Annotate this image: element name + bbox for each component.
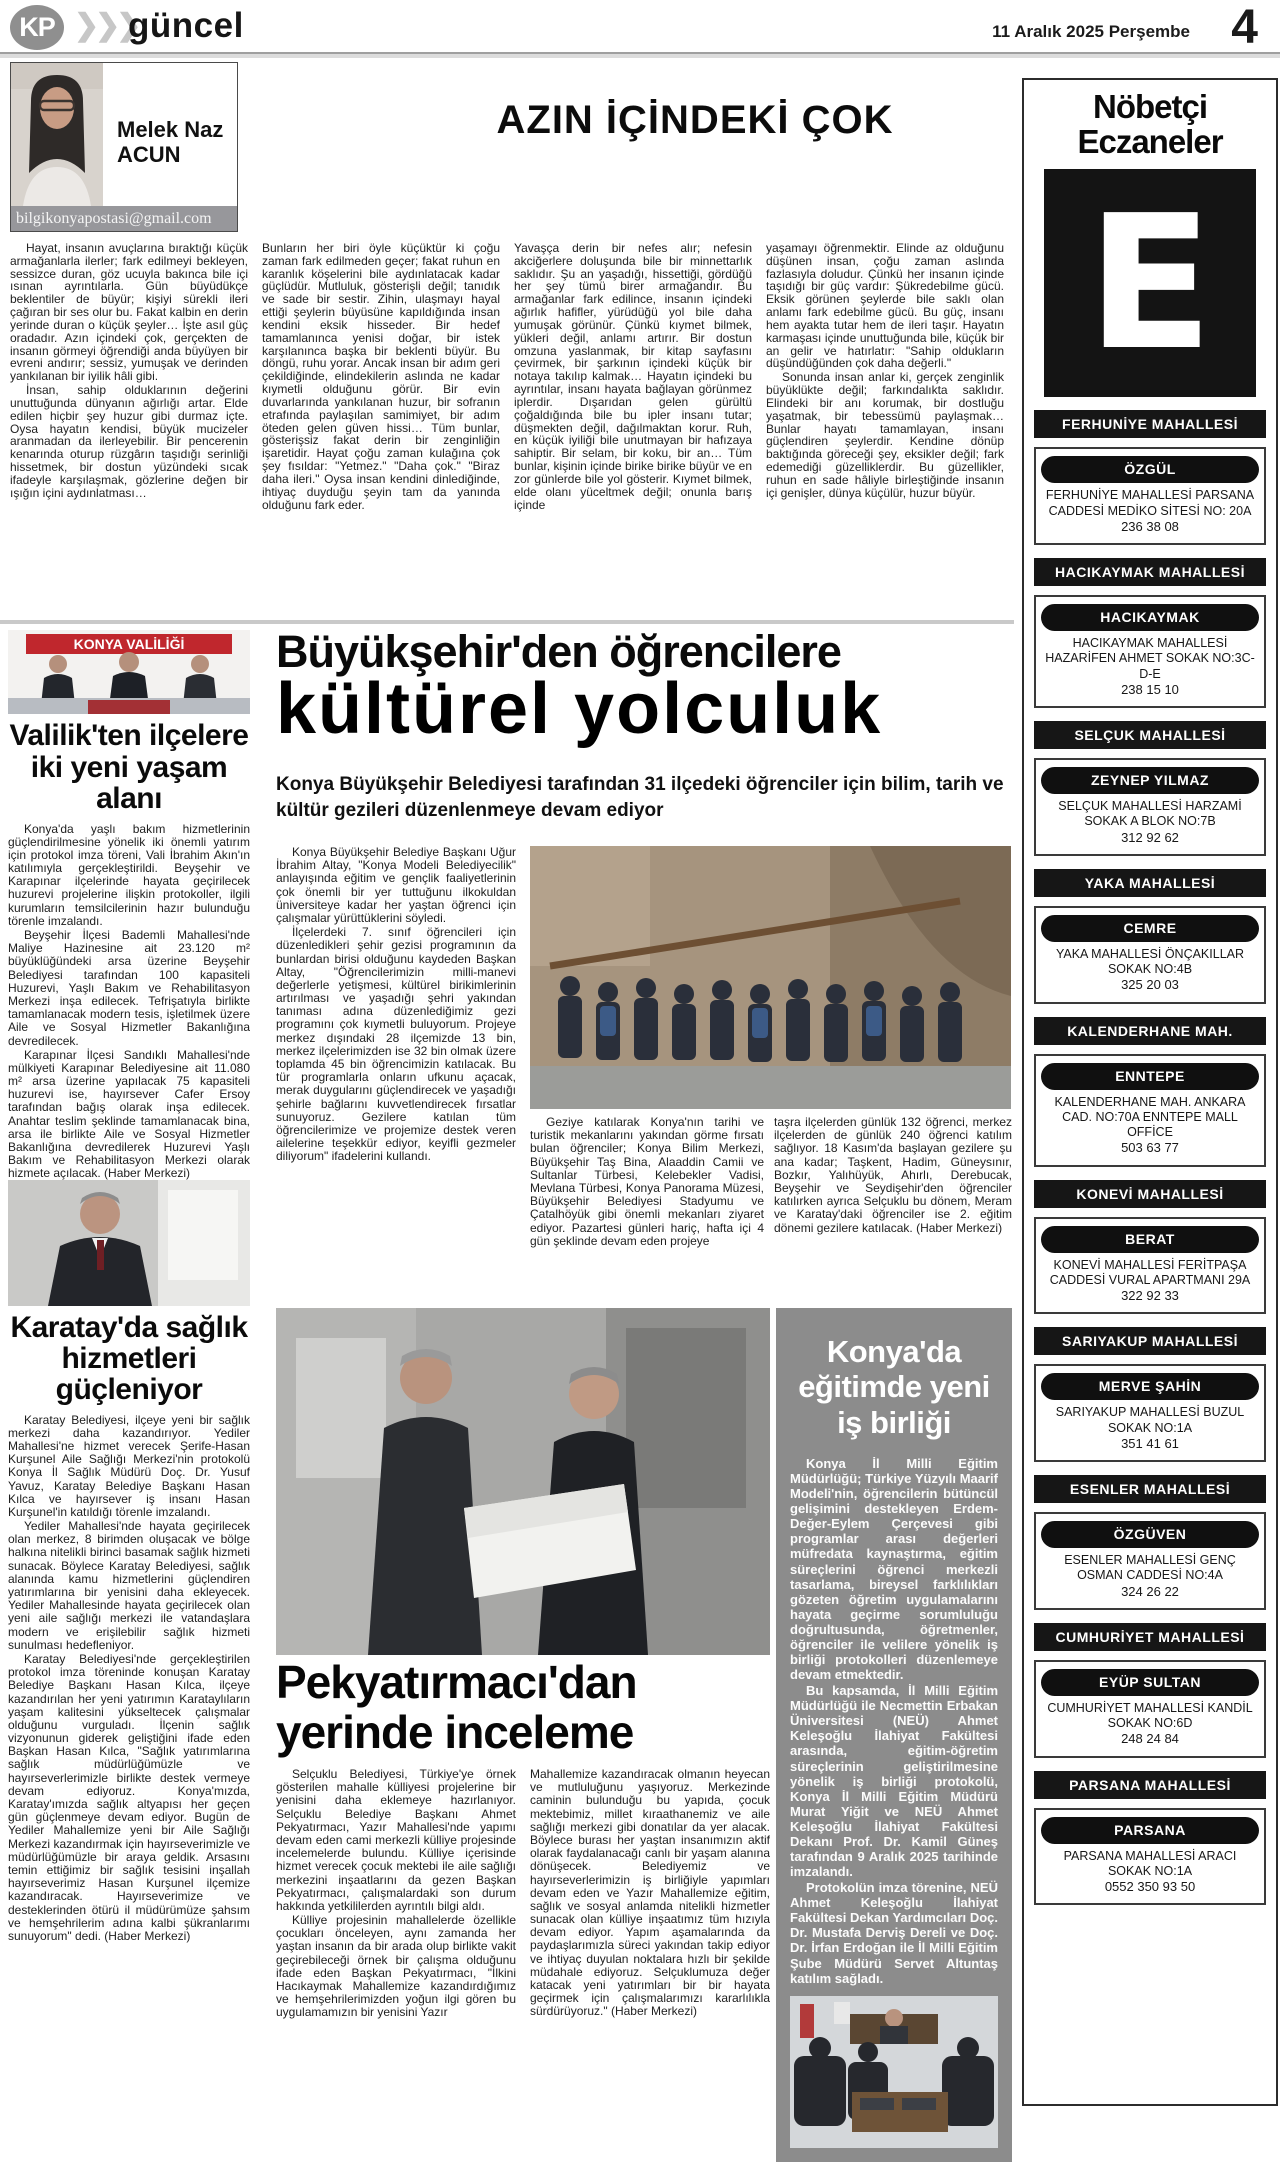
eczane-logo-letter: E: [1086, 175, 1214, 392]
author-last-name: ACUN: [117, 142, 181, 168]
pharmacy-card: [1034, 1660, 1266, 1758]
masthead: [0, 0, 1280, 54]
pharmacy-address: SARIYAKUP MAHALLESİ BUZUL SOKAK NO:1A: [1055, 1405, 1245, 1435]
pharmacy-sidebar: [1022, 78, 1278, 2106]
oped-paragraph: Hayat, insanın avuçlarına bıraktığı küçük armağanlarla ilerler; fark edilmeyi bekleyen, sessizce duran, göz ucuyla bakınca bile içi ısınan ayrıntılarla. Gün büyüdükçe beklentiler de büyür; kişiyi sürekli ileri çağıran bir ses olur bu. Fakat kalbin en derin yerinde duran o küçük şeyler… İşte asıl güç oradadır. Azın içindeki çok, gerçekten de insanın görmeyi öğrendiği anda büyüyen bir evreni andırır; sessiz, yumuşak ve derinden yankılanan bir iyilik hâli gibi.: [10, 242, 248, 384]
pharmacy-phone: 312 92 62: [1121, 829, 1179, 845]
pharmacy-entry: [1034, 869, 1266, 1004]
pharmacy-entry: [1034, 1771, 1266, 1906]
oped-column-3: [514, 242, 752, 622]
pharmacy-entry: [1034, 1180, 1266, 1315]
pharmacy-phone: 324 26 22: [1121, 1583, 1179, 1599]
valilik-photo-banner-text: KONYA VALİLİĞİ: [73, 636, 185, 652]
valilik-body: [8, 823, 250, 1195]
issue-date: 11 Aralık 2025 Perşembe: [992, 22, 1190, 41]
pharmacy-address: YAKA MAHALLESİ ÖNÇAKILLAR SOKAK NO:4B: [1055, 946, 1245, 977]
pharmacy-card: [1034, 1217, 1266, 1315]
pharmacy-district: HACIKAYMAK MAHALLESİ: [1034, 558, 1266, 586]
egitim-meeting-photo: [790, 1996, 998, 2148]
pharmacy-district: SELÇUK MAHALLESİ: [1034, 721, 1266, 749]
pharmacy-phone: 236 38 08: [1121, 518, 1179, 534]
pharmacy-name: ENNTEPE: [1041, 1063, 1259, 1090]
pharmacy-district: YAKA MAHALLESİ: [1034, 869, 1266, 897]
chevron-icon: ❯❯❯: [74, 9, 138, 42]
sidebar-title: [1034, 90, 1266, 159]
karatay-article: [8, 1180, 250, 2130]
pekyatirmaci-inspection-photo: [276, 1308, 770, 1655]
buyuksehir-column-b: [530, 1116, 764, 1294]
karatay-headline: Karatay'da sağlık hizmetleri güçleniyor: [10, 1311, 248, 1407]
valilik-paragraph: Konya'da yaşlı bakım hizmetlerinin güçlendirilmesine yönelik iki önemli yatırım için protokol imza töreni, Vali İbrahim Akın'ın katılımıyla gerçekleştirildi. Beyşehir ve Karapınar ilçelerinde hayata geçirilecek huzurevi projelerine ilişkin protokoller, ilgili kurumların temsilcilerinin hazır bulunduğu törenle imzalandı.: [8, 822, 250, 928]
egitim-body: [790, 1456, 998, 1986]
pekyatirmaci-column-a: [276, 1768, 516, 2168]
pharmacy-name: HACIKAYMAK: [1041, 604, 1259, 631]
sidebar-title-line1: Nöbetçi: [1092, 88, 1207, 125]
author-name: [103, 63, 237, 206]
pharmacy-entry: [1034, 1327, 1266, 1462]
buyuksehir-paragraph: İlçelerdeki 7. sınıf öğrencileri için düzenledikleri şehir gezisi programının da bunlardan birisi olduğunu kaydeden Başkan Altay, "Öğrencilerimizin milli-manevi değerlerle yetişmesi, kültürel birikimlerinin artırılması ve yaşadığı şehri yakından tanıması adına düzenlediğimiz gezi programını çok kıymetli buluyorum. Projeye merkez dışındaki 28 ilçemizde 13 bin, merkez ilçelerimizden ise 32 bin olmak üzere toplamda 45 bin öğrencimizin katılacak. Bu tür programlarla onların ufkunu açacak, merak duygularını güçlendirecek ve yaşadığı şehirle bağlarını kuvvetlendirecek fırsatlar sunuyoruz. Gezilere katılan tüm öğrencilerimize ve projemize destek veren ailelerine teşekkür ediyor, keyifli gezmeler diliyorum" ifadelerini kullandı.: [276, 925, 516, 1164]
oped-column-4: [766, 242, 1004, 622]
oped-paragraph: Sonunda insan anlar ki, gerçek zenginlik büyüklükte değil; farkındalıkta saklıdır. Elindeki bir anı korumak, bir dostluğu yaşatmak, bir tebessümü paylaşmak… Bunlar hayatı tamamlayan, insanı güçlendiren şeylerdir. Kendine dönüp baktığında göreceği şey, eksikler değil; fark edemediği güzelliklerdir. Bu güzellikler, ruhun en sade hâliyle birleştiğinde insanın içi genişler, dünya küçülür, huzur büyür.: [766, 370, 1004, 500]
pharmacy-district: ESENLER MAHALLESİ: [1034, 1475, 1266, 1503]
section-divider: [0, 620, 1014, 624]
buyuksehir-column-a: [276, 846, 516, 1294]
pharmacy-name: ZEYNEP YILMAZ: [1041, 767, 1259, 794]
pharmacy-name: ÖZGÜL: [1041, 456, 1259, 483]
valilik-headline: Valilik'ten ilçelere iki yeni yaşam alanı: [9, 719, 249, 815]
pharmacy-card: [1034, 906, 1266, 1004]
pekyatirmaci-paragraph: Selçuklu Belediyesi, Türkiye'ye örnek gösterilen mahalle külliyesi projelerine bir yenisini daha eklemeye hazırlanıyor. Selçuklu Belediye Başkanı Ahmet Pekyatırmacı, Yazır Mahallesi'nde yapımı devam eden cami merkezli külliye projesinde incelemelerde bulundu. Külliye içerisinde hizmet verecek çocuk mektebi ile aile sağlığı merkezini inşaatlarını da gezen Başkan Pekyatırmacı, çalışmalardaki son durum hakkında yetkililerden ayrıntılı bilgi aldı.: [276, 1768, 516, 1913]
pharmacy-card: [1034, 447, 1266, 545]
pharmacy-name: MERVE ŞAHİN: [1041, 1373, 1259, 1400]
author-photo: [11, 63, 103, 206]
pharmacy-address: KONEVİ MAHALLESİ FERİTPAŞA CADDESİ VURAL APARTMANI 29A: [1049, 1257, 1251, 1287]
buyuksehir-headline-line2: kültürel yolculuk: [276, 669, 883, 749]
author-box: [10, 62, 238, 232]
pharmacy-card: [1034, 1364, 1266, 1462]
pharmacy-phone: 0552 350 93 50: [1104, 1879, 1196, 1895]
pharmacy-entry: [1034, 721, 1266, 856]
pharmacy-phone: 248 24 84: [1121, 1731, 1179, 1747]
valilik-article: [8, 630, 250, 1195]
pekyatirmaci-paragraph: Mahallemize kazandıracak olmanın heyecan ve mutluluğunu yaşıyoruz. Merkezinde caminin bulunduğu bu yapıda, çocuk mektebimiz, millet kıraathanemiz ve aile sağlığı merkezi gibi donatılar da yer alacak. Böylece burası her yaştan insanımızın aktif olarak faydalanacağı canlı bir yaşam alanına dönüşecek. Belediyemiz ve hayırseverlerimizin iş birliğiyle yapımları devam eden ve Yazır Mahallemize eğitim, sağlık ve sosyal anlamda nitelikli hizmetler sunacak olan külliye inşaatımız tüm hızıyla devam ediyor. Yapım aşamalarında da paydaşlarımızla süreci yakından takip ediyor ve ihtiyaç duyulan noktalara hızlı bir şekilde müdahale ediyoruz. Selçuklumuza değer katacak yeni yatırımları bir bir hayata geçirmek için çalışmalarımızı kararlılıkla sürdürüyoruz." (Haber Merkezi): [530, 1768, 770, 2019]
valilik-photo: [8, 630, 250, 714]
pharmacy-address: FERHUNİYE MAHALLESİ PARSANA CADDESİ MEDİKO SİTESİ NO: 20A: [1045, 488, 1255, 518]
oped-paragraph: yaşamayı öğrenmektir. Elinde az olduğunu düşünen insan, çoğu zaman aslında fazlasıyla doludur. Çünkü her insanın içinde taşıdığı bir güç vardır: Şükredebilme gücü. Eksik görünen şeylerde bile saklı olan anlamı fark edebilme gücü. Bu güç, insanı hem ayakta tutar hem de ileri taşır. Hayatın karmaşası içinde unuttuğunda bile, küçük bir an gelir ve hatırlatır: "Sahip oldukların düşündüğünden çok daha değerli.": [766, 242, 1004, 371]
pharmacy-name: BERAT: [1041, 1226, 1259, 1253]
pharmacy-name: CEMRE: [1041, 915, 1259, 942]
valilik-paragraph: Beyşehir İlçesi Bademli Mahallesi'nde Maliye Hazinesine ait 23.120 m² büyüklüğündeki arsa üzerine Beyşehir Belediyesi tarafından 100 kapasiteli Huzurevi, Yaşlı Bakım ve Rehabilitasyon Merkezi inşa edilecek. Tefrişatıyla birlikte tamamlanacak modern tesis, işletilmek üzere Aile ve Sosyal Hizmetler Bakanlığına devredilecek.: [8, 928, 250, 1048]
egitim-headline: Konya'da eğitimde yeni iş birliği: [798, 1334, 990, 1440]
pharmacy-district: CUMHURİYET MAHALLESİ: [1034, 1623, 1266, 1651]
oped-title: AZIN İÇİNDEKİ ÇOK: [496, 98, 894, 142]
valilik-paragraph: Karapınar İlçesi Sandıklı Mahallesi'nde mülkiyeti Karapınar Belediyesine ait 11.080 m² arsa üzerine yapılacak 75 kapasiteli huzurevi ise, hayırsever Cafer Ersoy tarafından bağış olarak inşa edilecek. Anahtar teslim şeklinde tamamlanacak bina, arsa ile birlikte Aile ve Sosyal Hizmetler Bakanlığına devredilerek Huzurevi Yaşlı Bakım ve Rehabilitasyon Merkezi olarak hizmete açılacak. (Haber Merkezi): [8, 1047, 250, 1181]
pharmacy-entry: [1034, 1475, 1266, 1610]
pharmacy-phone: 503 63 77: [1121, 1140, 1179, 1156]
pharmacy-card: [1034, 1512, 1266, 1610]
pharmacy-district: SARIYAKUP MAHALLESİ: [1034, 1327, 1266, 1355]
pharmacy-entry: [1034, 1623, 1266, 1758]
oped-paragraph: Bunların her biri öyle küçüktür ki çoğu zaman fark edilmeden geçer; fakat ruhun en karanlık köşelerini bile aydınlatacak kadar güçlüdür. Mutluluk, gösterişli değil; tanıdık ve sade bir sestir. Zihin, ulaşmayı hayal ettiği şeylerin büyüsüne kapıldığında insan kendini eksik hisseder. Bir hedef tamamlanınca yenisi doğar, bir istek karşılanınca başka bir beklenti büyür. Bu döngü, ruhu yorar. Ancak insan bir adım geri çekildiğinde, elindekilerin aslında ne kadar kıymetli olduğunu görür. Bir evin duvarlarında yankılanan huzur, bir sofranın etrafında paylaşılan samimiyet, bir adım öteden gelen güven hissi… Tüm bunlar, gösterişsiz fakat derin bir zenginliğin işaretidir. Hayat çoğu zaman kulağına çok şey fısıldar: "Yetmez." "Daha çok." "Biraz daha ileri." Oysa insan kendini dinlediğinde, ihtiyaç duyduğu şeyin tam da yanında olduğunu fark eder.: [262, 242, 500, 512]
egitim-paragraph: Konya İl Milli Eğitim Müdürlüğü; Türkiye Yüzyılı Maarif Modeli'nin, öğrencilerin bütüncül gelişimini destekleyen Erdem-Değer-Eylem Çerçevesi gibi programlar arası değerleri müfredata kaynaştırma, eğitim süreçlerini öğrenci merkezli tasarlama, bireysel farklılıkları gözeten öğretim uygulamalarını hayata geçirme sorumluluğu doğrultusunda, öğretmenler, öğrenciler ile velilere yönelik iş birliği protokolleri düzenlemeye devam etmektedir.: [790, 1455, 998, 1683]
buyuksehir-paragraph: Konya Büyükşehir Belediye Başkanı Uğur İbrahim Altay, "Konya Modeli Belediyecilik" anlayışında eğitim ve gençlik faaliyetlerinin çok önemli bir yer tuttuğunu ilkokuldan üniversiteye kadar her yaştan öğrenci için çalışmalar yürüttüklerini söyledi.: [276, 846, 516, 925]
oped-column-1: [10, 242, 248, 622]
section-title: güncel: [128, 6, 244, 45]
pekyatirmaci-headline: Pekyatırmacı'dan yerinde inceleme: [276, 1656, 637, 1758]
pharmacy-district: KONEVİ MAHALLESİ: [1034, 1180, 1266, 1208]
pharmacy-card: [1034, 1808, 1266, 1906]
oped-paragraph: İnsan, sahip olduklarının değerini unuttuğunda dünyanın ağırlığı artar. Elde edilen hiçbir şey huzur gibi durmaz içte. Oysa hayatın kendisi, büyük mucizeler aranmadan da ilerleyebilir. Bir pencerenin kenarında oturup rüzgârın taşıdığı serinliği hissetmek, bir dostun yüzündeki sıcak ifadeyle karşılaşmak, gözlerine değen bir ışığın içini aydınlatması…: [10, 383, 248, 500]
author-first-name: Melek Naz: [117, 117, 224, 142]
karatay-paragraph: Karatay Belediyesi'nde gerçekleştirilen protokol imza töreninde konuşan Karatay Belediye Başkanı Hasan Kılca, ilçeye kazandırılan her yeni yatırımın Karataylıların yaşam kalitesini yükseltecek çalışmalar olduğunu vurguladı. İlçenin sağlık vizyonunun giderek geliştiğini ifade eden Başkan Hasan Kılca, "Sağlık yatırımlarına sağlık müdürlüğümüzle ve hayırseverlerimizle birlikte destek vermeye devam ediyoruz. Konya'mızda, Karatay'ımızda sağlık altyapısı her geçen gün güçlenmeye devam ediyor. Bugün de Yediler Mahallemize yeni bir Aile Sağlığı Merkezi kazandırmak için hayırseverimizle ve müdürlüğümüzle bir araya geldik. Arsasını temin ettiğimiz bir sağlık tesisini inşallah hayırseverimiz Hasan Kurşunel ilçemize kazandıracak. Hayırseverimize ve desteklerinden ötürü il müdürümüze şahsım ve hemşehrilerim adına kalbi şükranlarımı sunuyorum" dedi. (Haber Merkezi): [8, 1651, 250, 1943]
pharmacy-phone: 322 92 33: [1121, 1288, 1179, 1304]
buyuksehir-subhead: Konya Büyükşehir Belediyesi tarafından 31 ilçedeki öğrenciler için bilim, tarih ve kültür gezileri düzenlenmeye devam ediyor: [276, 774, 1004, 821]
pharmacy-phone: 325 20 03: [1121, 977, 1179, 993]
pharmacy-card: [1034, 1054, 1266, 1167]
pharmacy-name: PARSANA: [1041, 1817, 1259, 1844]
pharmacy-entry: [1034, 558, 1266, 708]
buyuksehir-paragraph: taşra ilçelerden günlük 132 öğrenci, merkez ilçelerden de günlük 240 öğrenci katılım sağlıyor. 18 Kasım'da başlayan gezilere şu ana kadar; Taşkent, Hadim, Güneysınır, Bozkır, Yalıhüyük, Ahırlı, Derebucak, Beyşehir ve Seydişehir'den öğrenciler katılırken ayrıca Selçuklu bu dönem, Meram ve Karatay'daki öğrenciler ise 2. eğitim dönemi gezilere katılacak. (Haber Merkezi): [774, 1116, 1012, 1235]
pharmacy-address: PARSANA MAHALLESİ ARACI SOKAK NO:1A: [1063, 1848, 1237, 1878]
pharmacy-district: KALENDERHANE MAH.: [1034, 1017, 1266, 1045]
pharmacy-card: [1034, 595, 1266, 708]
page-number: 4: [1231, 1, 1258, 54]
pharmacy-district: FERHUNİYE MAHALLESİ: [1034, 410, 1266, 438]
pharmacy-address: HACIKAYMAK MAHALLESİ HAZARİFEN AHMET SOKAK NO:3C-D-E: [1045, 636, 1255, 681]
students-group-photo: [530, 846, 1011, 1109]
kp-logo: KP: [10, 5, 64, 50]
pharmacy-phone: 351 41 61: [1121, 1435, 1179, 1451]
pharmacy-entry: [1034, 1017, 1266, 1167]
pharmacy-name: EYÜP SULTAN: [1041, 1669, 1259, 1696]
pharmacy-card: [1034, 758, 1266, 856]
buyuksehir-column-c: [774, 1116, 1012, 1294]
oped-column-2: [262, 242, 500, 622]
sidebar-title-line2: Eczaneler: [1077, 122, 1223, 160]
pekyatirmaci-paragraph: Külliye projesinin mahallelerde özellikle çocukları önceleyen, aynı zamanda her yaştan insanın da bir arada olup birlikte vakit geçirebileceği örnek bir çalışma olduğunu ifade eden Başkan Pekyatırmacı, "İlkini Hacıkaymak Mahallemize kazandırdığımız ve hemşehrilerimizden yoğun ilgi gören bu uygulamamızın bir yenisini Yazır: [276, 1913, 516, 2020]
pharmacy-address: ESENLER MAHALLESİ GENÇ OSMAN CADDESİ NO:4A: [1064, 1553, 1236, 1583]
pharmacy-address: CUMHURİYET MAHALLESİ KANDİL SOKAK NO:6D: [1047, 1700, 1253, 1731]
pharmacy-address: KALENDERHANE MAH. ANKARA CAD. NO:70A ENNTEPE MALL OFFİCE: [1054, 1094, 1246, 1140]
pharmacy-phone: 238 15 10: [1121, 681, 1179, 697]
pharmacy-district: PARSANA MAHALLESİ: [1034, 1771, 1266, 1799]
buyuksehir-paragraph: Geziye katılarak Konya'nın tarihi ve turistik mekanlarını yakından görme fırsatı bulan öğrenciler; Konya Bilim Merkezi, Büyükşehir Taş Bina, Alaaddin Camii ve Sultanlar Türbesi, Kelebekler Vadisi, Mevlana Türbesi, Konya Panorama Müzesi, Büyükşehir Belediyesi Stadyumu ve Çatalhöyük gibi önemli mekanları ziyaret ediyor. Pazartesi günleri hariç, hafta içi 4 gün şeklinde devam eden projeye: [530, 1116, 764, 1248]
karatay-paragraph: Yediler Mahallesi'nde hayata geçirilecek olan merkez, 8 birimden oluşacak ve bölge halkına nitelikli birinci basamak sağlık hizmeti sunacak. Böylece Karatay Belediyesi, sağlık alanında kamu hizmetlerini güçlendiren yatırımlarına bir yenisini daha ekleyecek. Yediler Mahallesinde hayata geçirilecek olan yeni aile sağlığı merkezi ile vatandaşlara modern ve erişilebilir sağlık hizmeti sunulması hedefleniyor.: [8, 1519, 250, 1652]
karatay-paragraph: Karatay Belediyesi, ilçeye yeni bir sağlık merkezi daha kazandırıyor. Yediler Mahallesi'ne hizmet verecek Şerife-Hasan Kurşunel Aile Sağlığı Merkezi'nin protokolü Konya İl Sağlık Müdürü Doç. Dr. Yusuf Yavuz, Karatay Belediye Başkanı Hasan Kılca ve hayırsever iş insanı Hasan Kurşunel'in katıldığı törenle imzalandı.: [8, 1413, 250, 1519]
pharmacy-address: SELÇUK MAHALLESİ HARZAMİ SOKAK A BLOK NO:7B: [1058, 799, 1242, 829]
pharmacy-name: ÖZGÜVEN: [1041, 1521, 1259, 1548]
author-email: bilgikonyapostasi@gmail.com: [11, 206, 237, 231]
pharmacy-entry: [1034, 410, 1266, 545]
buyuksehir-headline-line1: Büyükşehir'den öğrencilere: [276, 626, 841, 677]
egitim-paragraph: Protokolün imza törenine, NEÜ Ahmet Keleşoğlu İlahiyat Fakültesi Dekan Yardımcıları Doç. Dr. Mustafa Derviş Dereli ve Doç. Dr. İrfan Erdoğan ile İl Milli Eğitim Şube Müdürü Servet Altuntaş katılım sağladı.: [790, 1880, 998, 1986]
eczane-logo: [1044, 169, 1256, 397]
official-portrait-photo: [8, 1180, 250, 1306]
egitim-article: [776, 1308, 1012, 2162]
karatay-body: [8, 1414, 250, 2130]
pekyatirmaci-column-b: [530, 1768, 770, 2168]
oped-paragraph: Yavaşça derin bir nefes alır; nefesin akciğerlere doluşunda bile bir minnettarlık saklıdır. Şu an yaşadığı, hissettiği, gördüğü her şey tümü birer armağandır. Bu armağanlar fark edilince, insanın içindeki ağırlık hafifler, yürüdüğü yol bile daha yumuşak görünür. Çünkü kıymet bilmek, yükleri değil, anlamı artırır. Bir dostun omzuna yaslanmak, bir kitap sayfasını çevirmek, bir şarkının içindeki küçük bir notaya takılıp kalmak… Hayatın içindeki bu ayrıntılar, insanı hayata bağlayan görünmez iplerdir. Dışarıdan gelen gürültü çoğaldığında bile bu ipler insanı tutar; düşmekten değil, dağılmaktan korur. Ruh, en küçük iyiliği bile unutmayan bir hafızaya sahiptir. Bir selam, bir koku, bir an… Tüm bunlar, kişinin içinde birike birike büyür ve en zor günlerde bile yol gösterir. Kıymet bilmek, elde olanı yüceltmek değil; onunla barış içinde: [514, 242, 752, 512]
egitim-paragraph: Bu kapsamda, İl Milli Eğitim Müdürlüğü ile Necmettin Erbakan Üniversitesi (NEÜ) Ahmet Keleşoğlu İlahiyat Fakültesi arasında, eğitim-öğretim süreçlerinin geliştirilmesine yönelik iş birliği protokolü, Konya İl Milli Eğitim Müdürü Murat Yiğit ve NEÜ Ahmet Keleşoğlu İlahiyat Fakültesi Dekanı Prof. Dr. Kamil Güneş tarafından 9 Aralık 2025 tarihinde imzalandı.: [790, 1683, 998, 1880]
